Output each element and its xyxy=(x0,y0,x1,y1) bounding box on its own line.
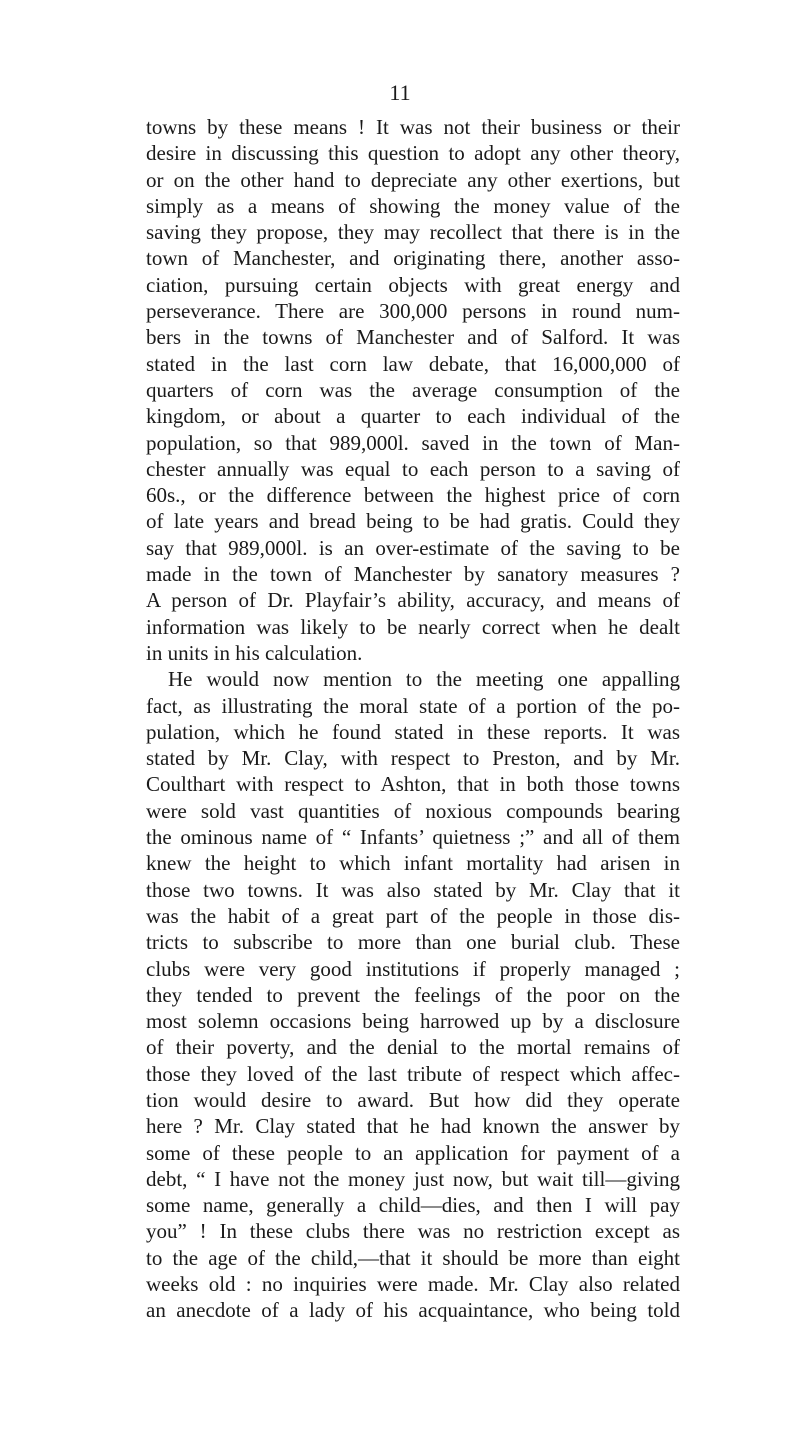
text-line: the ominous name of “ Infants’ quietness ;” and all of them xyxy=(146,825,680,850)
text-line: perseverance. There are 300,000 persons in round num- xyxy=(146,299,680,324)
text-line: simply as a means of showing the money value of the xyxy=(146,193,680,218)
text-line: ciation, pursuing certain objects with great energy and xyxy=(146,272,680,297)
text-line: information was likely to be nearly correct when he dealt xyxy=(146,614,680,639)
text-line: Coulthart with respect to Ashton, that in both those towns xyxy=(146,772,680,797)
text-line: stated by Mr. Clay, with respect to Preston, and by Mr. xyxy=(146,746,680,771)
text-line: debt, “ I have not the money just now, but wait till—giving xyxy=(146,1166,680,1191)
text-line: clubs were very good institutions if properly managed ; xyxy=(146,956,680,981)
text-line: weeks old : no inquiries were made. Mr. Clay also related xyxy=(146,1272,680,1297)
text-line: of late years and bread being to be had gratis. Could they xyxy=(146,509,680,534)
page-number: 11 xyxy=(389,80,411,105)
text-line: pulation, which he found stated in these reports. It was xyxy=(146,719,680,744)
text-line: of their poverty, and the denial to the mortal remains of xyxy=(146,1035,680,1060)
text-line: those they loved of the last tribute of respect which affec- xyxy=(146,1061,680,1086)
body-text xyxy=(146,114,680,1324)
text-line: tion would desire to award. But how did they operate xyxy=(146,1087,680,1112)
text-line: population, so that 989,000l. saved in the town of Man- xyxy=(146,430,680,455)
text-line: made in the town of Manchester by sanatory measures ? xyxy=(146,562,680,587)
text-line: desire in discussing this question to adopt any other theory, xyxy=(146,141,680,166)
text-line: bers in the towns of Manchester and of Salford. It was xyxy=(146,325,680,350)
text-line: town of Manchester, and originating there, another asso- xyxy=(146,246,680,271)
text-line: towns by these means ! It was not their business or their xyxy=(146,115,680,139)
text-line: knew the height to which infant mortality had arisen in xyxy=(146,851,680,876)
text-line: He would now mention to the meeting one appalling xyxy=(168,667,680,692)
text-line: some name, generally a child—dies, and then I will pay xyxy=(146,1193,680,1218)
text-line: say that 989,000l. is an over-estimate of the saving to be xyxy=(146,535,680,560)
text-line: or on the other hand to depreciate any other exertions, but xyxy=(146,167,680,192)
text-line: was the habit of a great part of the people in those dis- xyxy=(146,903,680,928)
text-line: quarters of corn was the average consumption of the xyxy=(146,377,680,402)
text-line: A person of Dr. Playfair’s ability, accuracy, and means of xyxy=(146,588,680,613)
text-line: kingdom, or about a quarter to each individual of the xyxy=(146,404,680,429)
text-line: most solemn occasions being harrowed up by a disclosure xyxy=(146,1009,680,1034)
text-line: they tended to prevent the feelings of the poor on the xyxy=(146,982,680,1007)
text-line: saving they propose, they may recollect that there is in the xyxy=(146,220,680,245)
text-line: here ? Mr. Clay stated that he had known the answer by xyxy=(146,1114,680,1139)
paragraph-last-line: in units in his calculation. xyxy=(146,640,363,665)
text-line: chester annually was equal to each person to a saving of xyxy=(146,456,680,481)
text-line: an anecdote of a lady of his acquaintance, who being told xyxy=(146,1298,680,1323)
text-line: you” ! In these clubs there was no restriction except as xyxy=(146,1219,680,1244)
text-line: were sold vast quantities of noxious compounds bearing xyxy=(146,798,680,823)
text-line: fact, as illustrating the moral state of a portion of the po- xyxy=(146,693,680,718)
text-line: some of these people to an application for payment of a xyxy=(146,1140,680,1165)
text-line: to the age of the child,—that it should be more than eight xyxy=(146,1245,680,1270)
text-line: stated in the last corn law debate, that 16,000,000 of xyxy=(146,351,680,376)
text-line: tricts to subscribe to more than one burial club. These xyxy=(146,930,680,955)
text-line: those two towns. It was also stated by Mr. Clay that it xyxy=(146,877,680,902)
text-line: 60s., or the difference between the highest price of corn xyxy=(146,483,680,508)
